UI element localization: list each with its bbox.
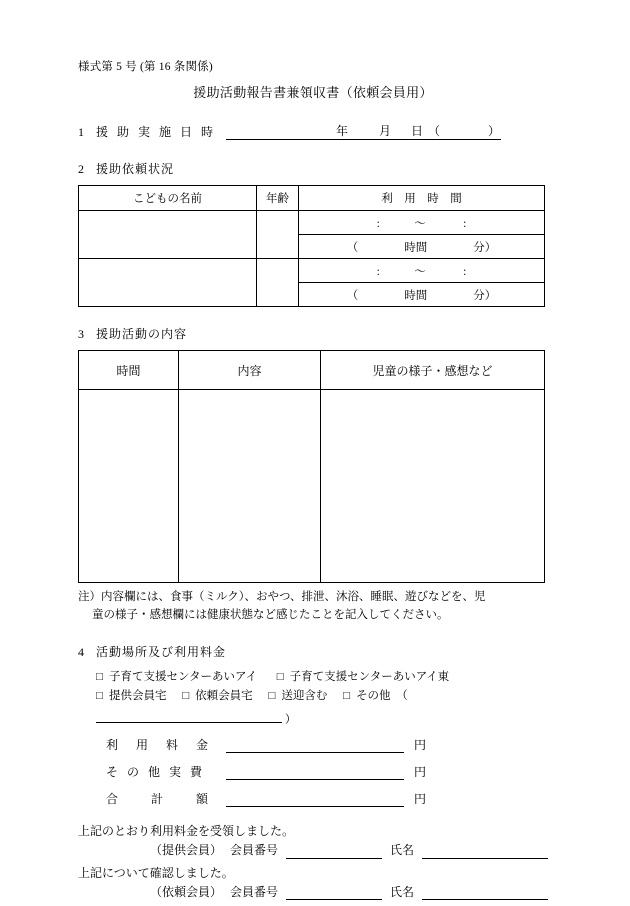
section-2-number: 2 bbox=[78, 162, 84, 176]
section-2-head bbox=[78, 160, 548, 177]
cell-child-name-1[interactable] bbox=[79, 211, 257, 259]
checkbox-requester-home[interactable]: □ 依頼会員宅 bbox=[182, 690, 253, 703]
section-1-number: 1 bbox=[78, 125, 84, 139]
checkbox-label-center-aiai: 子育て支援センターあいアイ bbox=[108, 670, 257, 683]
fee-label-usage: 利 用 料 金 bbox=[106, 738, 212, 753]
checkbox-label-other: その他 （ bbox=[356, 690, 408, 703]
section-1-datetime bbox=[78, 123, 548, 140]
day-label: 日 bbox=[407, 124, 427, 140]
signature-name-input-provider[interactable] bbox=[422, 843, 548, 859]
cell-content-entry[interactable] bbox=[179, 390, 321, 583]
fee-label-expenses: そ の 他 実 費 bbox=[106, 765, 206, 780]
page-title: 援助活動報告書兼領収書（依頼会員用） bbox=[193, 85, 433, 100]
checkbox-other[interactable]: □ その他 （ bbox=[343, 690, 408, 703]
checkbox-provider-home[interactable]: □ 提供会員宅 bbox=[96, 690, 167, 703]
section-4-title: 活動場所及び利用料金 bbox=[96, 644, 227, 659]
year-label: 年 bbox=[321, 124, 363, 140]
cell-time-entry[interactable] bbox=[79, 390, 179, 583]
checkbox-center-aiai[interactable]: □ 子育て支援センターあいアイ bbox=[96, 670, 257, 683]
checkbox-label-transport-included: 送迎含む bbox=[281, 690, 328, 703]
section-2-title: 援助依頼状況 bbox=[96, 162, 175, 176]
table-row bbox=[79, 259, 545, 283]
signature-name-input-requester[interactable] bbox=[422, 884, 548, 900]
weekday-close-paren: ） bbox=[488, 124, 501, 138]
date-blank-1[interactable] bbox=[226, 124, 321, 140]
fee-input-expenses[interactable] bbox=[226, 764, 404, 780]
table-row bbox=[79, 211, 545, 235]
note-line-1: 注）内容欄には、食事（ミルク）、おやつ、排泄、沐浴、睡眠、遊びなどを、児 bbox=[78, 591, 486, 603]
signature-row-provider bbox=[78, 842, 548, 858]
header-child-condition: 児童の様子・感想など bbox=[321, 351, 545, 390]
cell-time-range-2[interactable]: : ～ : bbox=[299, 259, 545, 283]
checkbox-line-2 bbox=[96, 687, 548, 730]
month-label: 月 bbox=[363, 124, 407, 140]
weekday-open-paren: （ bbox=[428, 124, 441, 138]
cell-time-range-1[interactable]: : ～ : bbox=[299, 211, 545, 235]
signature-role-provider: （提供会員） bbox=[150, 843, 223, 858]
fee-unit-total: 円 bbox=[414, 792, 427, 807]
document-content bbox=[78, 58, 548, 906]
section-4-number: 4 bbox=[78, 644, 84, 659]
section-3-title: 援助活動の内容 bbox=[96, 327, 188, 341]
checkbox-label-provider-home: 提供会員宅 bbox=[108, 690, 167, 703]
fee-row-expenses bbox=[106, 763, 548, 780]
fee-unit-usage: 円 bbox=[414, 738, 427, 753]
checkbox-label-requester-home: 依頼会員宅 bbox=[195, 690, 253, 703]
cell-age-2[interactable] bbox=[257, 259, 299, 307]
fee-rows bbox=[78, 736, 548, 807]
signature-role-requester: （依頼会員） bbox=[150, 884, 223, 899]
activity-content-table bbox=[78, 350, 545, 583]
header-time: 時間 bbox=[79, 351, 179, 390]
other-close-paren: ） bbox=[284, 713, 297, 726]
note-line-2: 童の様子・感想欄には健康状態など感じたことを記入してください。 bbox=[92, 608, 449, 621]
header-age: 年齢 bbox=[257, 186, 299, 211]
signature-row-requester bbox=[78, 884, 548, 900]
header-content: 内容 bbox=[179, 351, 321, 390]
signature-number-label-requester: 会員番号 bbox=[230, 884, 279, 899]
cell-condition-entry[interactable] bbox=[321, 390, 545, 583]
fee-input-total[interactable] bbox=[226, 791, 404, 807]
receipt-statement: 上記のとおり利用料金を受領しました。 bbox=[78, 824, 295, 839]
checkbox-label-center-aiai-higashi: 子育て支援センターあいアイ東 bbox=[289, 670, 450, 683]
other-text-blank[interactable] bbox=[96, 707, 282, 723]
request-status-table bbox=[78, 185, 545, 307]
form-code: 様式第 5 号 (第 16 条関係) bbox=[78, 61, 213, 73]
section-1-label: 援 助 実 施 日 時 bbox=[96, 125, 217, 139]
cell-age-1[interactable] bbox=[257, 211, 299, 259]
confirmation-statement: 上記について確認しました。 bbox=[78, 865, 234, 880]
signature-number-label-provider: 会員番号 bbox=[230, 843, 279, 858]
signature-number-input-requester[interactable] bbox=[286, 884, 382, 900]
header-usage-time: 利 用 時 間 bbox=[299, 186, 545, 211]
fee-unit-expenses: 円 bbox=[414, 765, 427, 780]
section-4-head bbox=[78, 643, 548, 660]
table-row bbox=[79, 390, 545, 583]
table-header-row bbox=[79, 186, 545, 211]
closing-block bbox=[78, 823, 548, 900]
cell-time-total-1[interactable]: （ 時間 分） bbox=[299, 235, 545, 259]
header-child-name: こどもの名前 bbox=[79, 186, 257, 211]
fee-input-usage[interactable] bbox=[226, 737, 404, 753]
table-header-row bbox=[79, 351, 545, 390]
weekday-blank[interactable] bbox=[441, 124, 487, 140]
fee-label-total: 合 計 額 bbox=[106, 792, 212, 807]
cell-child-name-2[interactable] bbox=[79, 259, 257, 307]
checkbox-transport-included[interactable]: □ 送迎含む bbox=[268, 690, 328, 703]
signature-number-input-provider[interactable] bbox=[286, 843, 382, 859]
fee-row-usage bbox=[106, 736, 548, 753]
section-3-head bbox=[78, 325, 548, 342]
fee-row-total bbox=[106, 790, 548, 807]
cell-time-total-2[interactable]: （ 時間 分） bbox=[299, 283, 545, 307]
section-3-number: 3 bbox=[78, 327, 84, 341]
checkbox-line-1 bbox=[96, 668, 548, 688]
location-checkbox-group bbox=[78, 668, 548, 731]
signature-name-label-provider: 氏名 bbox=[390, 843, 415, 858]
checkbox-center-aiai-higashi[interactable]: □ 子育て支援センターあいアイ東 bbox=[276, 670, 450, 683]
signature-name-label-requester: 氏名 bbox=[390, 884, 415, 899]
section-3-note bbox=[78, 589, 548, 625]
